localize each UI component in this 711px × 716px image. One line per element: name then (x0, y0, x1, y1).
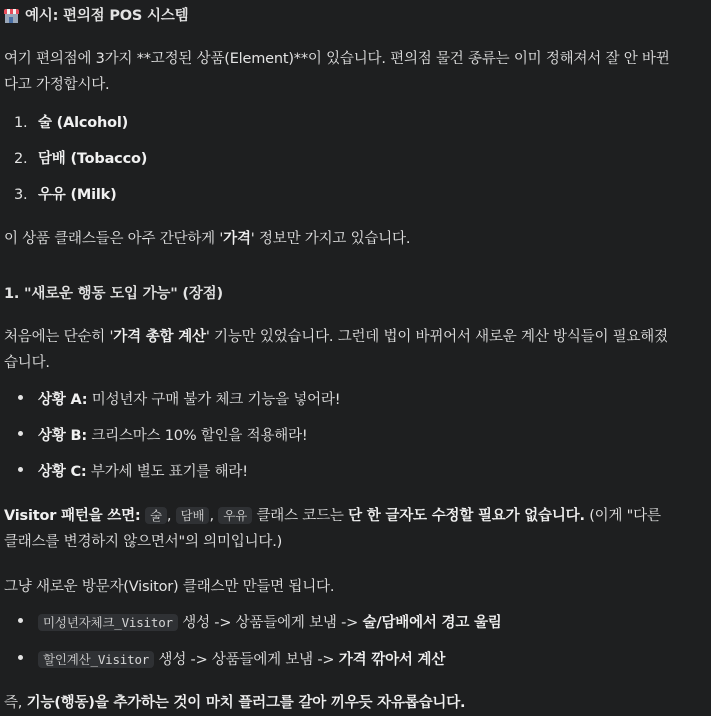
section-1-title: 1. "새로운 행동 도입 가능" (장점) (4, 286, 223, 302)
code-milk: 우유 (218, 507, 252, 524)
convenience-store-icon (4, 9, 19, 23)
visitor-item-age-check: 미성년자체크_Visitor 생성 -> 상품들에게 보냄 -> 술/담배에서 경고 울림 (14, 613, 502, 633)
intro-line-1: 여기 편의점에 3가지 **고정된 상품(Element)**이 있습니다. 편의점 물건 종류는 이미 정해져서 잘 안 바뀐 (4, 51, 670, 67)
code-age-check-visitor: 미성년자체크_Visitor (38, 614, 178, 631)
list-number: 1. (14, 115, 28, 131)
product-item-tobacco (14, 149, 147, 169)
list-number: 3. (14, 187, 28, 203)
intro-line-2: 다고 가정합시다. (4, 77, 110, 93)
section-1-paragraph: 처음에는 단순히 '가격 총합 계산' 기능만 있었습니다. 그런데 법이 바뀌어서 새로운 계산 방식들이 필요해졌 습니다. (4, 329, 668, 371)
product-note: 이 상품 클래스들은 아주 간단하게 '가격' 정보만 가지고 있습니다. (4, 231, 411, 247)
code-discount-visitor: 할인계산_Visitor (38, 651, 154, 668)
situation-c: 상황 C: 부가세 별도 표기를 해라! (38, 464, 248, 480)
product-item-milk (14, 185, 117, 205)
visitor-paragraph: Visitor 패턴을 쓰면: 술 , 담배 , 우유 클래스 코드는 단 한 글자도 수정할 필요가 없습니다. (이게 "다른 클래스를 변경하지 않으면서"의 의미입니다.) (4, 508, 661, 550)
intro-paragraph (4, 49, 707, 95)
example-title: 예시: 편의점 POS 시스템 (25, 8, 189, 24)
visitor-intro: 그냥 새로운 방문자(Visitor) 클래스만 만들면 됩니다. (4, 579, 335, 595)
product-label: 담배 (Tobacco) (38, 151, 148, 167)
conclusion: 즉, 기능(행동)을 추가하는 것이 마치 플러그를 갈아 끼우듯 자유롭습니다. (4, 695, 466, 711)
product-label: 우유 (Milk) (38, 187, 117, 203)
code-alcohol: 술 (145, 507, 167, 524)
code-tobacco: 담배 (176, 507, 210, 524)
situation-b: 상황 B: 크리스마스 10% 할인을 적용해라! (38, 428, 308, 444)
visitor-item-discount: 할인계산_Visitor 생성 -> 상품들에게 보냄 -> 가격 깎아서 계산 (14, 650, 445, 670)
example-heading (4, 6, 707, 26)
list-number: 2. (14, 151, 28, 167)
product-item-alcohol (14, 113, 128, 133)
situation-a: 상황 A: 미성년자 구매 불가 체크 기능을 넣어라! (38, 392, 341, 408)
product-label: 술 (Alcohol) (38, 115, 129, 131)
